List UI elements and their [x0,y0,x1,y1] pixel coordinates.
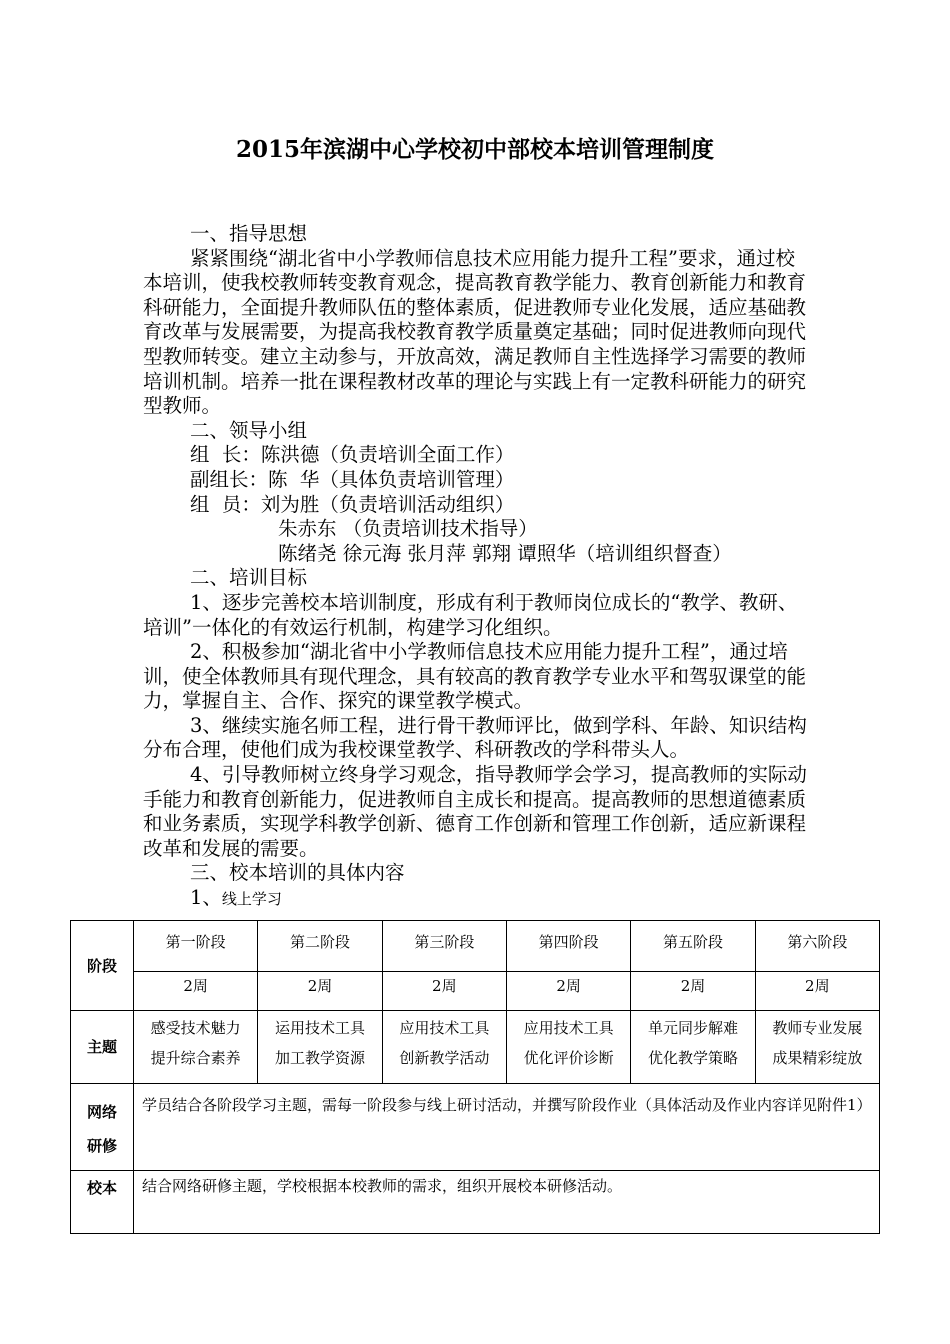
section-heading-guiding: 一、指导思想 [190,222,308,245]
theme-2-line-1: 运用技术工具 [274,1019,365,1037]
document-body [143,222,811,912]
row-header-network-text: 网络研修 [86,1103,117,1155]
table-row-school [71,1171,880,1234]
theme-6 [755,1011,879,1084]
members-line: 组 员：刘为胜（负责培训活动组织） [190,492,515,516]
section-heading-content: 三、校本培训的具体内容 [190,861,405,885]
theme-4-line-2: 优化评价诊断 [523,1049,614,1067]
table-row-themes [71,1011,880,1084]
table-row-stages [71,921,880,972]
theme-6-line-1: 教师专业发展 [772,1019,863,1037]
online-study-heading [143,886,811,912]
table-row-network [71,1084,880,1171]
theme-2 [258,1011,382,1084]
section-heading-goals: 二、培训目标 [190,566,308,590]
theme-1-line-2: 提升综合素养 [150,1049,241,1067]
weeks-6: 2周 [755,972,879,1011]
theme-2-line-2: 加工教学资源 [274,1049,365,1067]
online-study-number: 1、 [190,886,222,910]
goal-1: 1、逐步完善校本培训制度，形成有利于教师岗位成长的“教学、教研、培训”一体化的有效运行机制，构建学习化组织。 [143,590,798,639]
section-heading-leadership: 二、领导小组 [190,418,308,442]
theme-3 [382,1011,506,1084]
goal-4: 4、引导教师树立终身学习观念，指导教师学会学习，提高教师的实际动手能力和教育创新能力，促进教师自主成长和提高。提高教师的思想道德素质和业务素质，实现学科教学创新、德育工作创新和管理工作创新，适应新课程改革和发展的需要。 [143,763,807,860]
stage-3: 第三阶段 [382,921,506,972]
theme-1-line-1: 感受技术魅力 [150,1019,241,1037]
goal-3: 3、继续实施名师工程，进行骨干教师评比，做到学科、年龄、知识结构分布合理，使他们成为我校课堂教学、科研教改的学科带头人。 [143,713,807,762]
weeks-3: 2周 [382,972,506,1011]
theme-5 [631,1011,755,1084]
stage-4: 第四阶段 [506,921,630,972]
theme-6-line-2: 成果精彩绽放 [772,1049,863,1067]
row-header-theme: 主题 [71,1011,134,1084]
weeks-2: 2周 [258,972,382,1011]
weeks-1: 2周 [134,972,258,1011]
network-description: 学员结合各阶段学习主题，需每一阶段参与线上研讨活动，并撰写阶段作业（具体活动及作业内容详见附件1） [134,1084,880,1171]
theme-3-line-1: 应用技术工具 [399,1019,490,1037]
weeks-5: 2周 [631,972,755,1011]
stage-6: 第六阶段 [755,921,879,972]
school-description: 结合网络研修主题，学校根据本校教师的需求，组织开展校本研修活动。 [134,1171,880,1234]
member-line-2: 朱赤东 （负责培训技术指导） [278,517,538,541]
theme-3-line-2: 创新教学活动 [399,1049,490,1067]
leader-line: 组 长：陈洪德（负责培训全面工作） [190,443,515,467]
row-header-network [71,1084,134,1171]
theme-1 [134,1011,258,1084]
stage-2: 第二阶段 [258,921,382,972]
guiding-paragraph: 紧紧围绕“湖北省中小学教师信息技术应用能力提升工程”要求，通过校本培训，使我校教师转变教育观念，提高教育教学能力、教育创新能力和教育科研能力，全面提升教师队伍的整体素质，促进教师专业化发展，适应基础教育改革与发展需要，为提高我校教育教学质量奠定基础；同时促进教师向现代型教师转变。建立主动参与，开放高效，满足教师自主性选择学习需要的教师培训机制。培养一批在课程教材改革的理论与实践上有一定教科研能力的研究型教师。 [143,246,807,418]
online-study-label: 线上学习 [221,890,282,909]
table-row-weeks [71,972,880,1011]
page-title: 2015年滨湖中心学校初中部校本培训管理制度 [235,136,714,163]
theme-4 [506,1011,630,1084]
theme-5-line-1: 单元同步解难 [647,1019,738,1037]
row-header-stage: 阶段 [71,921,134,1011]
training-plan-table [70,920,880,1234]
vice-leader-line: 副组长：陈 华（具体负责培训管理） [190,467,515,491]
row-header-school: 校本 [71,1171,134,1234]
theme-4-line-1: 应用技术工具 [523,1019,614,1037]
theme-5-line-2: 优化教学策略 [647,1049,738,1067]
goal-2: 2、积极参加“湖北省中小学教师信息技术应用能力提升工程”，通过培训，使全体教师具有现代理念，具有较高的教育教学专业水平和驾驭课堂的能力，掌握自主、合作、探究的课堂教学模式。 [143,640,807,713]
weeks-4: 2周 [506,972,630,1011]
member-line-3: 陈绪尧 徐元海 张月萍 郭翔 谭照华（培训组织督查） [278,541,732,565]
stage-1: 第一阶段 [134,921,258,972]
stage-5: 第五阶段 [631,921,755,972]
